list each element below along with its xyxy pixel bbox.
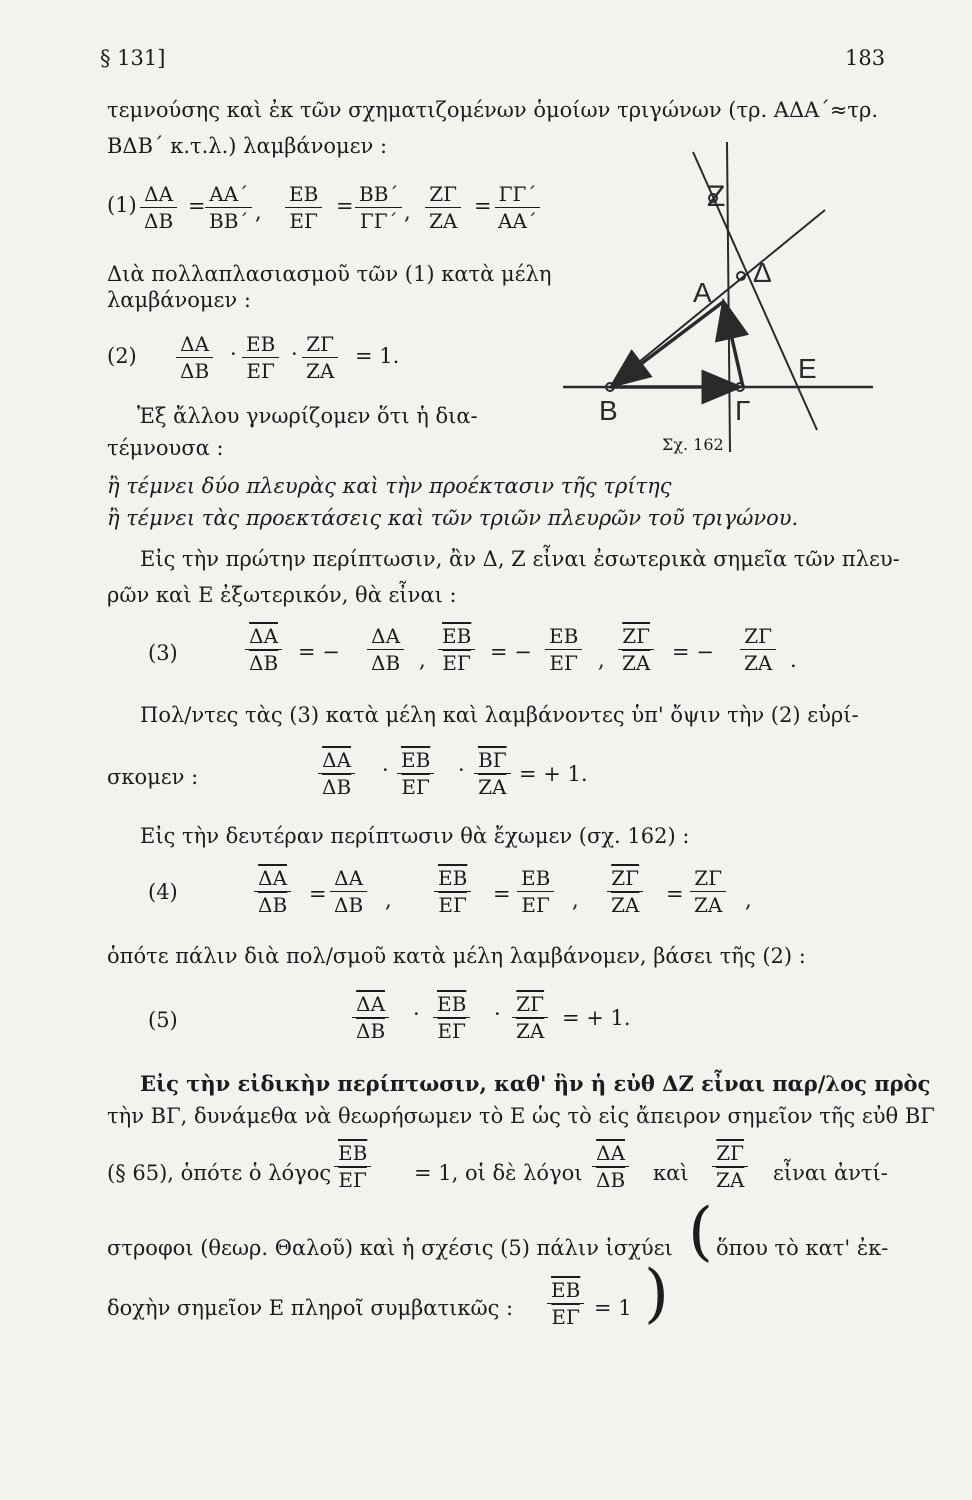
eq1-equals: = <box>336 194 354 218</box>
eq3-comma: , <box>598 648 605 672</box>
eq4-fraction-denominator: ΔΒ <box>258 893 288 917</box>
eq1-fraction <box>355 184 402 231</box>
eq-result-fraction-numerator: $\overline{\Delta A}$ <box>318 750 355 774</box>
eq3-fraction-denominator: ΕΓ <box>442 651 471 675</box>
eq3-fraction-numerator: $\overline{EB}$ <box>438 626 475 650</box>
figure-line-ab <box>727 142 730 452</box>
eq3-fraction-numerator: $\overline{Z\Gamma}$ <box>618 626 654 650</box>
eq1-fraction-numerator: ΑΑ΄ <box>205 184 252 208</box>
eq4-comma: , <box>385 888 392 912</box>
text-line-18: στροφοι (θεωρ. Θαλοῦ) καὶ ἡ σχέσις (5) πάλιν ἰσχύει <box>107 1236 673 1260</box>
text-line-5: Ἐξ ἄλλου γνωρίζομεν ὅτι ἡ δια- <box>137 404 478 428</box>
eq2-fraction-numerator: ΔΑ <box>176 334 213 358</box>
eq1-fraction-denominator: ΔΒ <box>144 209 174 233</box>
eq3-equals: = − <box>298 640 340 664</box>
eq1-fraction <box>285 184 322 231</box>
eq2-fraction <box>242 334 279 381</box>
eq1-fraction-numerator: ΕΒ <box>285 184 322 208</box>
inline-fraction-eb-eg <box>547 1280 584 1327</box>
inline-fraction-numerator: $\overline{\Delta A}$ <box>592 1143 629 1167</box>
eq3-fraction-numerator: ΖΓ <box>740 626 776 650</box>
figure-label-z: Ζ <box>707 180 726 213</box>
eq5-fraction-denominator: ΔΒ <box>356 1019 386 1043</box>
text-line-2: ΒΔΒ΄ κ.τ.λ.) λαμβάνομεν : <box>107 134 388 158</box>
eq2-fraction-denominator: ΖΑ <box>306 359 335 383</box>
inline-fraction-denominator: ΔΒ <box>596 1168 626 1192</box>
eq3-fraction <box>367 626 404 673</box>
text-line-15: Εἰς τὴν εἰδικὴν περίπτωσιν, καθ' ἣν ἡ εὐθ ΔΖ εἶναι παρ/λος πρὸς <box>140 1071 931 1096</box>
eq1-fraction <box>425 184 461 231</box>
eq2-fraction <box>176 334 213 381</box>
section-header: § 131] <box>100 46 166 70</box>
figure-label-b: Β <box>599 395 618 426</box>
eq1-fraction <box>205 184 252 231</box>
eq5-fraction-numerator: $\overline{EB}$ <box>433 994 470 1018</box>
text-line-14: ὁπότε πάλιν διὰ πολ/σμοῦ κατὰ μέλη λαμβάνομεν, βάσει τῆς (2) : <box>107 944 806 968</box>
text-line-17d: εἶναι ἀντί- <box>773 1161 888 1185</box>
text-line-19b: = 1 <box>594 1296 632 1320</box>
eq5-fraction-numerator: $\overline{Z\Gamma}$ <box>512 994 548 1018</box>
figure-vector-ca <box>725 308 743 387</box>
eq-result-fraction-numerator: $\overline{B\Gamma}$ <box>474 750 511 774</box>
eq4-comma: , <box>572 888 579 912</box>
eq4-fraction-numerator: $\overline{EB}$ <box>434 868 471 892</box>
eq1-equals: = <box>188 194 206 218</box>
text-line-12: σκομεν : <box>107 765 199 789</box>
eq4-comma: , <box>745 888 752 912</box>
eq-result-fraction-denominator: ΔΒ <box>322 775 352 799</box>
text-line-8: ἢ τέμνει τὰς προεκτάσεις καὶ τῶν τριῶν πλευρῶν τοῦ τριγώνου. <box>107 506 799 530</box>
eq4-fraction-denominator: ΖΑ <box>611 893 640 917</box>
eq2-fraction <box>302 334 338 381</box>
eq4-fraction <box>690 868 726 915</box>
eq4-fraction-denominator: ΕΓ <box>438 893 467 917</box>
text-line-7: ἢ τέμνει δύο πλευρὰς καὶ τὴν προέκτασιν τῆς τρίτης <box>107 474 672 498</box>
text-line-9: Εἰς τὴν πρώτην περίπτωσιν, ἂν Δ, Ζ εἶναι ἐσωτερικὰ σημεῖα τῶν πλευ- <box>140 547 900 571</box>
eq-label-3: (3) <box>148 641 178 665</box>
eq2-fraction-numerator: ΖΓ <box>302 334 338 358</box>
eq1-comma: , <box>404 200 411 224</box>
text-line-4: λαμβάνομεν : <box>107 288 251 312</box>
text-line-10: ρῶν καὶ Ε ἐξωτερικόν, θὰ εἶναι : <box>107 583 457 607</box>
inline-fraction <box>712 1143 748 1190</box>
eq5-dot: · <box>494 1002 501 1026</box>
eq4-fraction-denominator: ΖΑ <box>694 893 723 917</box>
eq-label-2: (2) <box>107 344 137 368</box>
eq3-fraction-denominator: ΕΓ <box>549 651 578 675</box>
eq3-equals: = − <box>672 640 714 664</box>
figure-label-e: Ε <box>798 353 817 384</box>
eq2-rhs: = 1. <box>355 344 400 368</box>
eq-result-fraction-numerator: $\overline{EB}$ <box>397 750 434 774</box>
eq1-fraction-denominator: ΑΑ΄ <box>498 209 537 233</box>
figure-vector-ab <box>617 302 723 382</box>
eq-result-dot: · <box>458 758 465 782</box>
text-line-3: Διὰ πολλαπλασιασμοῦ τῶν (1) κατὰ μέλη <box>107 262 552 286</box>
eq3-fraction <box>245 626 282 673</box>
eq4-fraction-numerator: ΔΑ <box>330 868 367 892</box>
eq1-fraction-numerator: ΖΓ <box>425 184 461 208</box>
eq4-fraction <box>434 868 471 915</box>
eq4-fraction-numerator: $\overline{\Delta A}$ <box>254 868 291 892</box>
eq1-fraction <box>494 184 541 231</box>
eq1-fraction-denominator: ΒΒ΄ <box>209 209 249 233</box>
eq4-fraction <box>517 868 554 915</box>
eq3-fraction-numerator: ΔΑ <box>367 626 404 650</box>
eq1-equals: = <box>474 194 492 218</box>
eq2-fraction-denominator: ΔΒ <box>180 359 210 383</box>
eq4-fraction <box>607 868 643 915</box>
inline-fraction <box>334 1143 371 1190</box>
inline-fraction-eb-eg-denominator: ΕΓ <box>551 1305 580 1329</box>
eq1-fraction-denominator: ΖΑ <box>429 209 458 233</box>
close-paren: ) <box>644 1257 669 1331</box>
eq1-fraction-numerator: ΔΑ <box>140 184 177 208</box>
eq1-fraction <box>140 184 177 231</box>
eq2-fraction-denominator: ΕΓ <box>246 359 275 383</box>
eq4-fraction-numerator: ΕΒ <box>517 868 554 892</box>
eq3-fraction-numerator: $\overline{\Delta A}$ <box>245 626 282 650</box>
eq3-period: . <box>790 648 797 672</box>
eq5-fraction <box>512 994 548 1041</box>
eq-result-fraction-denominator: ΖΑ <box>478 775 507 799</box>
eq3-fraction <box>740 626 776 673</box>
text-line-17c: καὶ <box>653 1161 689 1185</box>
text-line-1: τεμνούσης καὶ ἐκ τῶν σχηματιζομένων ὁμοίων τριγώνων (τρ. ΑΔΑ΄≈τρ. <box>107 98 879 122</box>
eq-label-1: (1) <box>107 193 137 217</box>
inline-fraction-eb-eg-numerator: $\overline{EB}$ <box>547 1280 584 1304</box>
eq3-fraction-denominator: ΖΑ <box>622 651 651 675</box>
eq1-fraction-denominator: ΓΓ΄ <box>359 209 398 233</box>
inline-fraction-denominator: ΕΓ <box>338 1168 367 1192</box>
eq4-fraction-denominator: ΕΓ <box>521 893 550 917</box>
eq3-comma: , <box>419 648 426 672</box>
eq4-equals: = <box>309 882 327 906</box>
eq4-fraction-numerator: $\overline{Z\Gamma}$ <box>607 868 643 892</box>
eq3-fraction-denominator: ΖΑ <box>744 651 773 675</box>
eq3-fraction <box>438 626 475 673</box>
eq1-fraction-numerator: ΒΒ΄ <box>355 184 402 208</box>
eq1-fraction-numerator: ΓΓ΄ <box>495 184 541 208</box>
inline-fraction-denominator: ΖΑ <box>716 1168 745 1192</box>
eq-result-fraction <box>397 750 434 797</box>
text-line-6: τέμνουσα : <box>107 436 224 460</box>
inline-fraction-numerator: $\overline{EB}$ <box>334 1143 371 1167</box>
eq4-fraction <box>254 868 291 915</box>
eq3-equals: = − <box>490 640 532 664</box>
eq-label-5: (5) <box>148 1008 178 1032</box>
eq5-dot: · <box>413 1002 420 1026</box>
figure-line-ac <box>617 210 825 380</box>
eq4-equals: = <box>666 882 684 906</box>
eq3-fraction <box>545 626 582 673</box>
eq2-dot: · <box>230 342 237 366</box>
eq-result-dot: · <box>382 758 389 782</box>
eq2-fraction-numerator: ΕΒ <box>242 334 279 358</box>
eq5-fraction-numerator: $\overline{\Delta A}$ <box>352 994 389 1018</box>
eq5-fraction-denominator: ΕΓ <box>437 1019 466 1043</box>
figure-label-a: Α <box>693 277 712 308</box>
eq5-fraction <box>433 994 470 1041</box>
eq4-fraction <box>330 868 367 915</box>
eq3-fraction-denominator: ΔΒ <box>371 651 401 675</box>
eq5-rhs: = + 1. <box>562 1006 631 1030</box>
eq4-equals: = <box>493 882 511 906</box>
eq1-comma: , <box>255 200 262 224</box>
eq-result-fraction <box>474 750 511 797</box>
eq2-dot: · <box>291 342 298 366</box>
eq-result-fraction-denominator: ΕΓ <box>401 775 430 799</box>
eq3-fraction <box>618 626 654 673</box>
figure-label-d: Δ <box>753 257 772 288</box>
text-line-13: Εἰς τὴν δευτέραν περίπτωσιν θὰ ἔχωμεν (σχ. 162) : <box>140 824 690 848</box>
text-line-19: δοχὴν σημεῖον Ε πληροῖ συμβατικῶς : <box>107 1296 514 1320</box>
eq3-fraction-numerator: ΕΒ <box>545 626 582 650</box>
eq4-fraction-denominator: ΔΒ <box>334 893 364 917</box>
eq4-fraction-numerator: ΖΓ <box>690 868 726 892</box>
eq-result-fraction <box>318 750 355 797</box>
figure-label-c: Γ <box>735 395 751 426</box>
eq-result-rhs: = + 1. <box>519 762 588 786</box>
eq-label-4: (4) <box>148 880 178 904</box>
text-line-17a: (§ 65), ὁπότε ὁ λόγος <box>107 1161 332 1185</box>
inline-fraction <box>592 1143 629 1190</box>
text-line-11: Πολ/ντες τὰς (3) κατὰ μέλη καὶ λαμβάνοντες ὑπ' ὄψιν τὴν (2) εὑρί- <box>140 703 859 727</box>
open-paren: ( <box>688 1195 713 1269</box>
eq1-fraction-denominator: ΕΓ <box>289 209 318 233</box>
text-line-17b: = 1, οἱ δὲ λόγοι <box>414 1161 583 1185</box>
inline-fraction-numerator: $\overline{Z\Gamma}$ <box>712 1143 748 1167</box>
page-number: 183 <box>845 46 886 70</box>
eq3-fraction-denominator: ΔΒ <box>249 651 279 675</box>
figure-caption: Σχ. 162 <box>662 435 724 454</box>
eq5-fraction <box>352 994 389 1041</box>
text-line-18b: ὅπου τὸ κατ' ἐκ- <box>716 1236 889 1260</box>
figure-162 <box>555 130 885 460</box>
eq5-fraction-denominator: ΖΑ <box>516 1019 545 1043</box>
text-line-16: τὴν ΒΓ, δυνάμεθα νὰ θεωρήσωμεν τὸ Ε ὡς τὸ εἰς ἄπειρον σημεῖον τῆς εὐθ ΒΓ <box>107 1104 935 1128</box>
